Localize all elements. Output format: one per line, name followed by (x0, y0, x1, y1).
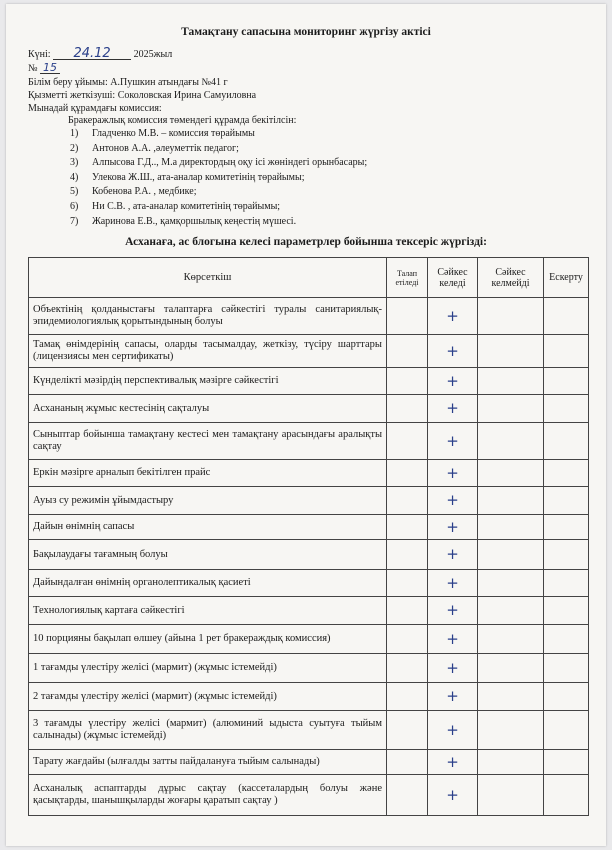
number-label: № (28, 63, 38, 74)
document-page (6, 4, 606, 846)
check-mark: + (446, 601, 459, 619)
check-mark: + (446, 545, 459, 563)
note-cell (544, 298, 589, 335)
note-cell (544, 423, 589, 460)
compliant-cell (428, 298, 478, 335)
compliant-cell (428, 654, 478, 683)
check-mark: + (446, 687, 459, 705)
note-cell (544, 625, 589, 654)
noncompliant-cell (478, 711, 544, 750)
required-cell (387, 335, 428, 368)
noncompliant-cell (478, 750, 544, 775)
table-row (29, 570, 589, 597)
table-row (29, 775, 589, 816)
member-number: 5) (70, 186, 79, 198)
header-note: Ескерту (544, 258, 589, 298)
check-mark: + (446, 720, 459, 739)
noncompliant-cell (478, 654, 544, 683)
required-cell (387, 368, 428, 395)
check-mark: + (446, 573, 459, 592)
required-cell (387, 750, 428, 775)
required-cell (387, 423, 428, 460)
required-cell (387, 395, 428, 423)
member-text: Алпысова Г.Д.., М.а директордың оқу ісі жөніндегі орынбасары; (92, 157, 368, 169)
required-cell (387, 515, 428, 540)
table-row (29, 368, 589, 395)
check-mark: + (446, 431, 459, 450)
table-row (29, 597, 589, 625)
commission-line: Мынадай құрамдағы комиссия: (28, 103, 162, 114)
date-label: Күні: (28, 49, 51, 60)
member-item (70, 143, 367, 158)
check-mark: + (446, 306, 459, 325)
noncompliant-cell (478, 335, 544, 368)
member-text: Ни С.В. , ата-аналар комитетінің төрайымы; (92, 200, 281, 212)
check-mark: + (446, 517, 459, 536)
indicator-cell: Тамақ өнімдерінің сапасы, оларды тасымалдау, жеткізу, түсіру шарттары (лицензиясы мен сертификаты) (29, 335, 387, 368)
noncompliant-cell (478, 368, 544, 395)
member-item (70, 216, 367, 231)
note-cell (544, 775, 589, 816)
member-text: Кобенова Р.А. , медбике; (92, 186, 197, 198)
compliant-cell (428, 625, 478, 654)
member-item (70, 128, 367, 143)
required-cell (387, 775, 428, 816)
member-number: 6) (70, 200, 79, 212)
member-number: 3) (70, 157, 79, 169)
noncompliant-cell (478, 570, 544, 597)
compliant-cell (428, 368, 478, 395)
table-row (29, 335, 589, 368)
compliant-cell (428, 395, 478, 423)
compliant-cell (428, 540, 478, 570)
member-text: Гладченко М.В. – комиссия төрайымы (92, 128, 255, 139)
indicator-cell: 10 порцияны бақылап өлшеу (айына 1 рет бракераждық комиссия) (29, 625, 387, 654)
table-row (29, 423, 589, 460)
noncompliant-cell (478, 298, 544, 335)
member-text: Жаринова Е.В., қамқоршылық кеңестің мүшесі. (92, 215, 297, 227)
table-row (29, 711, 589, 750)
member-item (70, 172, 367, 187)
note-cell (544, 335, 589, 368)
table-header-row (29, 258, 589, 298)
check-mark: + (446, 341, 459, 360)
date-line (28, 48, 172, 60)
check-mark: + (446, 629, 459, 648)
employee-line: Қызметті жеткізуші: Соколовская Ирина Самуиловна (28, 90, 257, 101)
member-text: Улекова Ж.Ш., ата-аналар комитетінің төрайымы; (92, 171, 305, 183)
note-cell (544, 654, 589, 683)
indicator-cell: Тарату жағдайы (ылғалды затты пайдалануға тыйым салынады) (29, 750, 387, 775)
member-item (70, 201, 367, 216)
noncompliant-cell (478, 395, 544, 423)
compliant-cell (428, 775, 478, 816)
noncompliant-cell (478, 423, 544, 460)
table-row (29, 395, 589, 423)
number-value: 15 (40, 63, 60, 74)
inspection-table (28, 257, 589, 816)
org-line: Білім беру ұйымы: А.Пушкин атындағы №41 г (28, 77, 228, 88)
table-row (29, 515, 589, 540)
check-mark: + (446, 658, 459, 677)
date-value: 24.12 (53, 48, 131, 60)
compliant-cell (428, 750, 478, 775)
indicator-cell: Технологиялық картаға сәйкестігі (29, 597, 387, 625)
noncompliant-cell (478, 515, 544, 540)
member-number: 7) (70, 215, 79, 227)
check-mark: + (446, 785, 459, 804)
indicator-cell: 2 тағамды үлестіру желісі (мармит) (жұмыс істемейді) (29, 683, 387, 711)
note-cell (544, 597, 589, 625)
table-row (29, 683, 589, 711)
required-cell (387, 460, 428, 487)
required-cell (387, 570, 428, 597)
compliant-cell (428, 570, 478, 597)
header-indicator: Көрсеткіш (29, 258, 387, 298)
note-cell (544, 750, 589, 775)
compliant-cell (428, 423, 478, 460)
note-cell (544, 460, 589, 487)
indicator-cell: Дайын өнімнің сапасы (29, 515, 387, 540)
indicator-cell: Дайындалған өнімнің органолептикалық қасиеті (29, 570, 387, 597)
inspection-subtitle: Асханаға, ас блогына келесі параметрлер бойынша тексеріс жүргізді: (125, 236, 487, 248)
indicator-cell: Сыныптар бойынша тамақтану кестесі мен тамақтану арасындағы аралықты сақтау (29, 423, 387, 460)
note-cell (544, 570, 589, 597)
member-number: 4) (70, 171, 79, 183)
table-row (29, 750, 589, 775)
noncompliant-cell (478, 775, 544, 816)
member-number: 2) (70, 142, 79, 154)
required-cell (387, 540, 428, 570)
year-suffix: 2025жыл (133, 49, 173, 60)
required-cell (387, 683, 428, 711)
noncompliant-cell (478, 487, 544, 515)
number-line (28, 63, 60, 74)
compliant-cell (428, 711, 478, 750)
table-row (29, 298, 589, 335)
header-compliant: Сәйкес келеді (428, 258, 478, 298)
indicator-cell: Объектінің қолданыстағы талаптарға сәйкестігі туралы санитариялық-эпидемиологиялық қорытындының болуы (29, 298, 387, 335)
note-cell (544, 515, 589, 540)
indicator-cell: Күнделікті мәзірдің перспективалық мәзірге сәйкестігі (29, 368, 387, 395)
indicator-cell: Асханалық аспаптарды дұрыс сақтау (кассеталардың болуы және қасықтарды, шанышқыларды жоғары қаратып сақтау ) (29, 775, 387, 816)
header-required: Талап етіледі (387, 258, 428, 298)
noncompliant-cell (478, 540, 544, 570)
table-row (29, 487, 589, 515)
required-cell (387, 711, 428, 750)
note-cell (544, 395, 589, 423)
compliant-cell (428, 515, 478, 540)
document-title: Тамақтану сапасына мониторинг жүргізу актісі (181, 26, 431, 38)
required-cell (387, 597, 428, 625)
compliant-cell (428, 683, 478, 711)
indicator-cell: Бақылаудағы тағамның болуы (29, 540, 387, 570)
note-cell (544, 368, 589, 395)
compliant-cell (428, 335, 478, 368)
table-row (29, 625, 589, 654)
commission-title: Бракеражлық комиссия төмендегі құрамда бекітілсін: (68, 115, 297, 126)
compliant-cell (428, 597, 478, 625)
table-row (29, 540, 589, 570)
check-mark: + (446, 752, 459, 771)
check-mark: + (446, 399, 459, 417)
required-cell (387, 298, 428, 335)
note-cell (544, 683, 589, 711)
note-cell (544, 540, 589, 570)
noncompliant-cell (478, 625, 544, 654)
compliant-cell (428, 460, 478, 487)
check-mark: + (446, 371, 459, 390)
note-cell (544, 711, 589, 750)
member-text: Антонов А.А. ,әлеуметтік педагог; (92, 142, 239, 154)
compliant-cell (428, 487, 478, 515)
check-mark: + (446, 463, 459, 482)
required-cell (387, 625, 428, 654)
indicator-cell: Асхананың жұмыс кестесінің сақталуы (29, 395, 387, 423)
table-row (29, 654, 589, 683)
member-number: 1) (70, 128, 79, 139)
noncompliant-cell (478, 597, 544, 625)
members-list (70, 128, 367, 230)
note-cell (544, 487, 589, 515)
noncompliant-cell (478, 683, 544, 711)
member-item (70, 157, 367, 172)
noncompliant-cell (478, 460, 544, 487)
indicator-cell: Еркін мәзірге арналып бекітілген прайс (29, 460, 387, 487)
indicator-cell: 1 тағамды үлестіру желісі (мармит) (жұмыс істемейді) (29, 654, 387, 683)
required-cell (387, 487, 428, 515)
header-noncompliant: Сәйкес келмейді (478, 258, 544, 298)
table-row (29, 460, 589, 487)
check-mark: + (446, 491, 459, 509)
required-cell (387, 654, 428, 683)
indicator-cell: Ауыз су режимін ұйымдастыру (29, 487, 387, 515)
indicator-cell: 3 тағамды үлестіру желісі (мармит) (алюминий ыдыста суытуға тыйым салынады) (жұмыс істемейді) (29, 711, 387, 750)
member-item (70, 186, 367, 201)
